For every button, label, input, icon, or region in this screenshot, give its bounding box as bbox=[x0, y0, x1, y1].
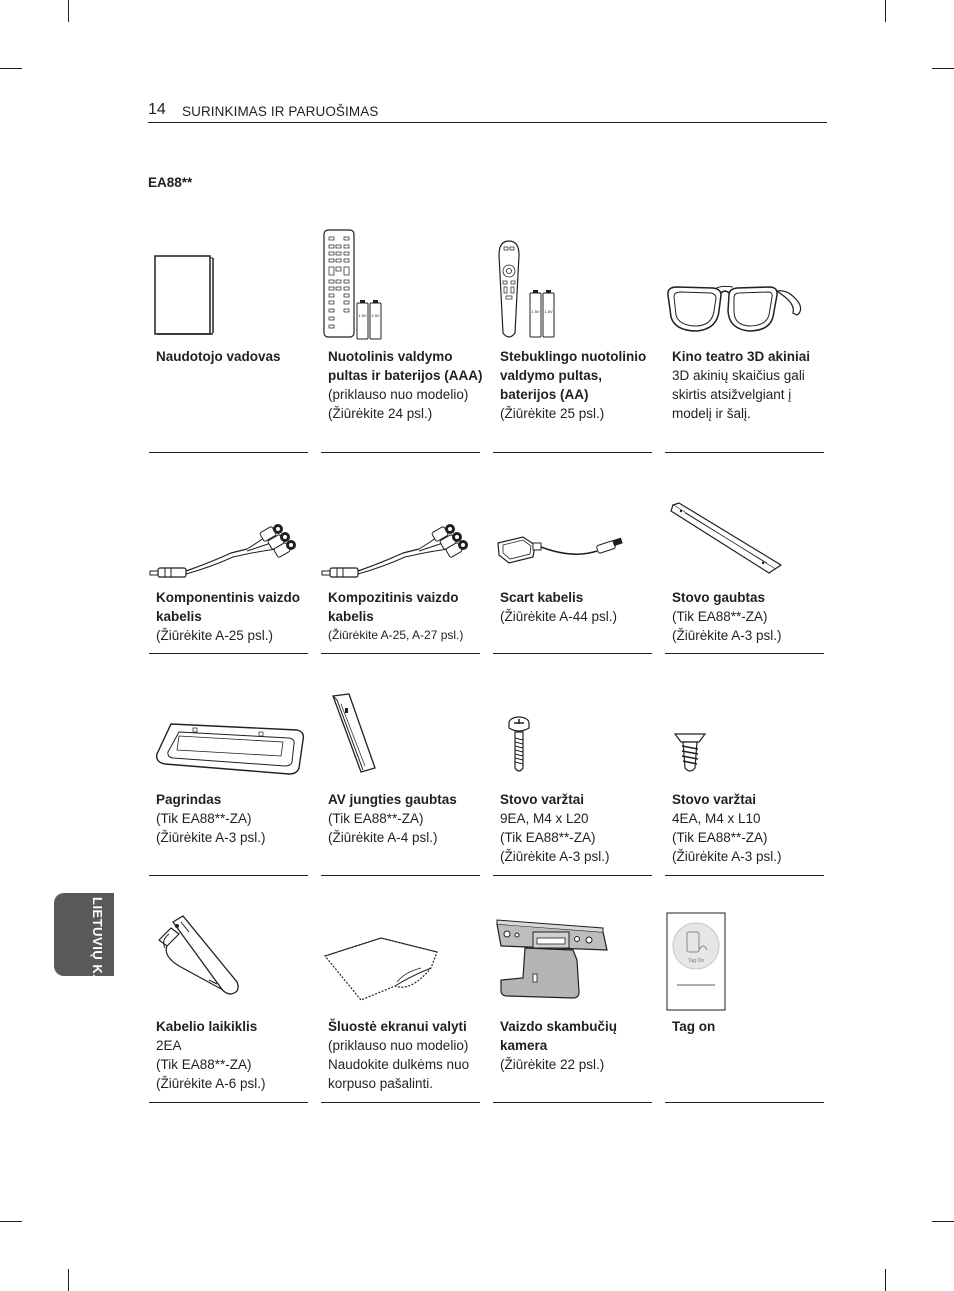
item-title: Pagrindas bbox=[156, 792, 222, 807]
item-desc: 4EA, M4 x L10 (Tik EA88**-ZA) (Žiūrėkite A-3 psl.) bbox=[672, 811, 782, 864]
item-desc: (Tik EA88**-ZA) (Žiūrėkite A-4 psl.) bbox=[328, 811, 438, 845]
item-cable-holder bbox=[149, 876, 308, 1103]
page-header bbox=[148, 100, 827, 123]
item-tag-on bbox=[665, 876, 824, 1103]
item-title: Stovo varžtai bbox=[500, 792, 585, 807]
item-title: AV jungties gaubtas bbox=[328, 792, 457, 807]
item-title: Kabelio laikiklis bbox=[156, 1019, 258, 1034]
item-desc: (Žiūrėkite A-25 psl.) bbox=[156, 628, 274, 643]
page-number: 14 bbox=[148, 101, 166, 118]
item-desc: (Žiūrėkite A-25, A-27 psl.) bbox=[328, 628, 464, 642]
item-desc: 2EA (Tik EA88**-ZA) (Žiūrėkite A-6 psl.) bbox=[156, 1038, 266, 1091]
item-stand-cover bbox=[665, 453, 824, 654]
crop-mark bbox=[932, 68, 954, 69]
item-magic-remote bbox=[493, 225, 652, 453]
item-video-call-camera bbox=[493, 876, 652, 1103]
item-stand-screws-l10 bbox=[665, 654, 824, 876]
crop-mark bbox=[885, 0, 886, 22]
item-stand-screws-l20 bbox=[493, 654, 652, 876]
item-desc: (Žiūrėkite 25 psl.) bbox=[500, 406, 605, 421]
crop-mark bbox=[68, 0, 69, 22]
battery-label: 1.5V bbox=[531, 309, 540, 314]
item-desc: 3D akinių skaičius gali skirtis atsižvelgiant į modelį ir šalį. bbox=[672, 368, 805, 421]
item-desc: 9EA, M4 x L20 (Tik EA88**-ZA) (Žiūrėkite A-3 psl.) bbox=[500, 811, 610, 864]
item-composite-cable bbox=[321, 453, 480, 654]
crop-mark bbox=[68, 1269, 69, 1291]
item-title: Naudotojo vadovas bbox=[156, 349, 281, 364]
item-3d-glasses bbox=[665, 225, 824, 453]
item-av-cover bbox=[321, 654, 480, 876]
item-desc: (priklauso nuo modelio) Naudokite dulkėms nuo korpuso pašalinti. bbox=[328, 1038, 470, 1091]
item-title: Stovo varžtai bbox=[672, 792, 757, 807]
item-title: Kino teatro 3D akiniai bbox=[672, 349, 811, 364]
language-tab-label: LIETUVIŲ K. bbox=[90, 897, 105, 979]
crop-mark bbox=[0, 1221, 22, 1222]
item-desc: (priklauso nuo modelio) (Žiūrėkite 24 psl.) bbox=[328, 387, 469, 421]
item-desc: (Tik EA88**-ZA) (Žiūrėkite A-3 psl.) bbox=[156, 811, 266, 845]
item-title: Stovo gaubtas bbox=[672, 590, 766, 605]
item-title: Vaizdo skambučių kamera bbox=[500, 1019, 618, 1053]
model-label: EA88** bbox=[148, 175, 193, 190]
item-component-cable bbox=[149, 453, 308, 654]
item-title: Komponentinis vaizdo kabelis bbox=[156, 590, 301, 624]
item-title: Scart kabelis bbox=[500, 590, 584, 605]
crop-mark bbox=[0, 68, 22, 69]
tag-on-label: Tag On bbox=[687, 958, 705, 964]
item-title: Kompozitinis vaizdo kabelis bbox=[328, 590, 459, 624]
item-desc: (Tik EA88**-ZA) (Žiūrėkite A-3 psl.) bbox=[672, 609, 782, 643]
crop-mark bbox=[932, 1221, 954, 1222]
battery-label: 1.5V bbox=[358, 313, 367, 318]
item-desc: (Žiūrėkite 22 psl.) bbox=[500, 1057, 605, 1072]
item-title: Šluostė ekranui valyti bbox=[328, 1019, 467, 1034]
item-title: Nuotolinis valdymo pultas ir baterijos (AAA) bbox=[328, 349, 483, 383]
battery-label: 1.5V bbox=[371, 313, 380, 318]
item-scart-cable bbox=[493, 453, 652, 654]
crop-mark bbox=[885, 1269, 886, 1291]
item-user-manual bbox=[149, 225, 308, 453]
item-title: Tag on bbox=[672, 1019, 716, 1034]
item-remote-control bbox=[321, 225, 483, 453]
item-title: Stebuklingo nuotolinio valdymo pultas, baterijos (AA) bbox=[500, 349, 647, 402]
battery-label: 1.5V bbox=[544, 309, 553, 314]
item-cleaning-cloth bbox=[321, 876, 480, 1103]
item-desc: (Žiūrėkite A-44 psl.) bbox=[500, 609, 618, 624]
section-title: SURINKIMAS IR PARUOŠIMAS bbox=[182, 104, 379, 119]
language-tab bbox=[54, 893, 114, 979]
item-base bbox=[149, 654, 308, 876]
